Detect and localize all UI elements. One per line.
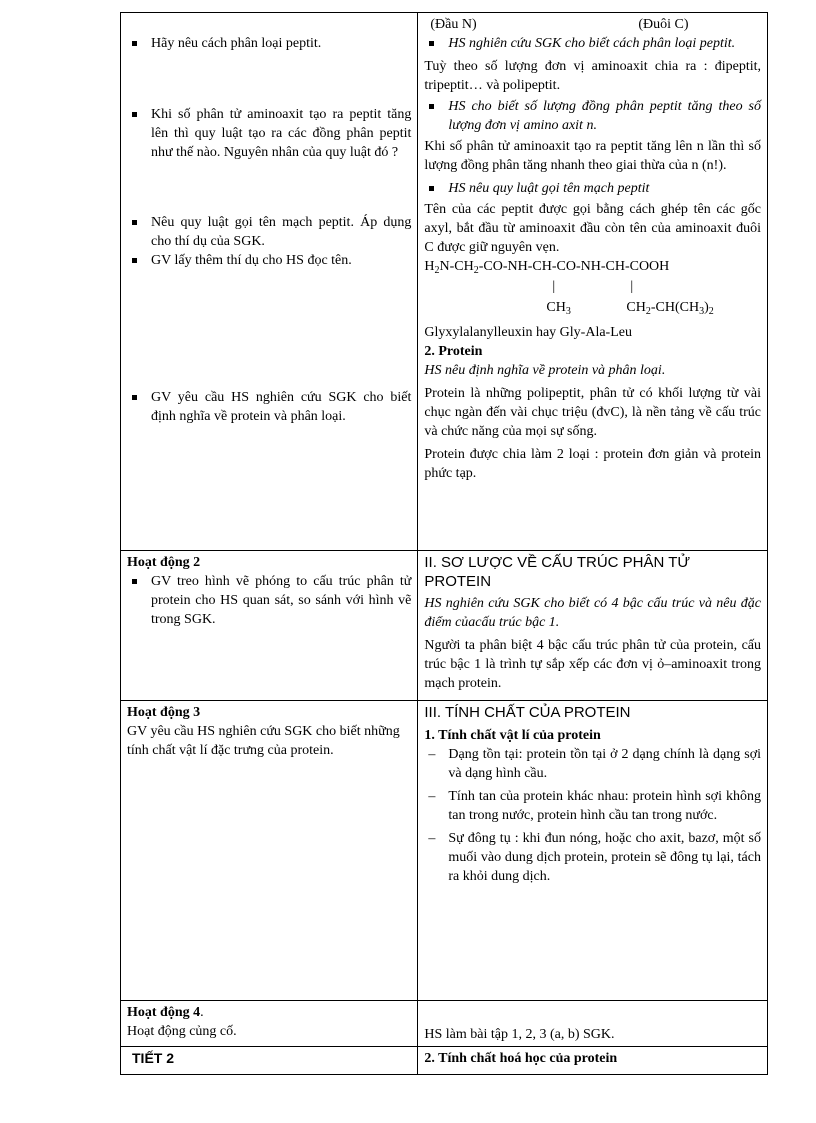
table-row — [121, 1001, 768, 1047]
left-cell — [121, 13, 418, 551]
table-row — [121, 551, 768, 701]
activity-4-text: Hoạt động củng cố. — [127, 1024, 237, 1039]
question-protein-definition: GV yêu cầu HS nghiên cứu SGK cho biết định nghĩa về protein và phân loại. — [127, 388, 411, 426]
answer-naming: Tên của các peptit được gọi bằng cách ghép tên các gốc axyl, bắt đầu từ aminoaxit đầu còn tên của aminoaxit đuôi C được giữ nguyên vẹn. — [424, 202, 761, 255]
formula-bond-2: | — [630, 279, 634, 294]
structure-task: HS nghiên cứu SGK cho biết có 4 bậc cấu trúc và nêu đặc điểm củacấu trúc bậc 1. — [424, 596, 761, 630]
left-cell — [121, 1047, 418, 1075]
list-item: – Dạng tồn tại: protein tồn tại ở 2 dạng chính là dạng sợi và dạng hình cầu. — [424, 745, 761, 783]
physical-properties-heading: 1. Tính chất vật lí của protein — [424, 728, 601, 743]
question-classify-peptide: Hãy nêu cách phân loại peptit. — [127, 34, 411, 53]
terminal-labels — [424, 15, 761, 34]
right-cell — [418, 13, 768, 551]
lesson-period-label: TIẾT 2 — [132, 1050, 175, 1066]
protein-task: HS nêu định nghĩa về protein và phân loại. — [424, 363, 666, 378]
right-cell — [418, 1047, 768, 1075]
formula-side-chain-2: $CH_2-CH(CH_3)_2$ — [626, 300, 714, 317]
answer-classify: Tuỳ theo số lượng đơn vị aminoaxit chia ra : đipeptit, tripeptit… và polipeptit. — [424, 59, 761, 93]
left-cell — [121, 1001, 418, 1047]
formula-bond-1: | — [552, 279, 556, 294]
protein-classification: Protein được chia làm 2 loại : protein đơn giản và protein phức tạp. — [424, 447, 761, 481]
list-item: – Sự đông tụ : khi đun nóng, hoặc cho axit, bazơ, một số muối vào dung dịch protein, protein sẽ đông tụ lại, tách ra khỏi dung dịch. — [424, 829, 761, 886]
homework-text: HS làm bài tập 1, 2, 3 (a, b) SGK. — [424, 1027, 615, 1042]
answer-isomer: Khi số phân tử aminoaxit tạo ra peptit tăng lên n lần thì số lượng đồng phân tăng nhanh theo giai thừa của n (n!). — [424, 139, 761, 173]
peptide-name: Glyxylalanylleuxin hay Gly-Ala-Leu — [424, 325, 632, 340]
formula-side-chain-1: $CH_3$ — [546, 300, 571, 317]
peptide-formula — [424, 257, 761, 317]
protein-heading: 2. Protein — [424, 344, 483, 359]
right-cell — [418, 551, 768, 701]
task-isomer: HS cho biết số lượng đồng phân peptit tăng theo số lượng đơn vị amino axit n. — [424, 97, 761, 135]
table-row — [121, 13, 768, 551]
question-naming-rule: Nêu quy luật gọi tên mạch peptit. Áp dụng cho thí dụ của SGK. — [127, 213, 411, 251]
right-cell — [418, 1001, 768, 1047]
lesson-table — [120, 12, 768, 1075]
lesson-page — [120, 12, 768, 1078]
task-classify: HS nghiên cứu SGK cho biết cách phân loại peptit. — [424, 34, 761, 53]
chemical-properties-heading: 2. Tính chất hoá học của protein — [424, 1051, 618, 1066]
left-cell — [121, 701, 418, 1001]
activity-2-text: GV treo hình vẽ phóng to cấu trúc phân tử protein cho HS quan sát, so sánh với hình vẽ trong SGK. — [127, 572, 411, 629]
protein-definition: Protein là những polipeptit, phân tử có khối lượng từ vài chục ngàn đến vài chục triệu (đvC), là nền tảng về cấu trúc và chức năng của mọi sự sống. — [424, 386, 761, 439]
left-cell — [121, 551, 418, 701]
c-terminal-label: (Đuôi C) — [638, 17, 689, 32]
structure-text: Người ta phân biệt 4 bậc cấu trúc phân tử của protein, cấu trúc bậc 1 là trình tự sắp xếp các đơn vị ỏ–aminoaxit trong mạch protein. — [424, 638, 761, 691]
table-row — [121, 1047, 768, 1075]
list-item: – Tính tan của protein khác nhau: protein hình sợi không tan trong nước, protein hình cầu tan trong nước. — [424, 787, 761, 825]
table-row — [121, 701, 768, 1001]
question-extra-example: GV lấy thêm thí dụ cho HS đọc tên. — [127, 251, 411, 270]
section-structure-heading: II. SƠ LƯỢC VỀ CẤU TRÚC PHÂN TỬ PROTEIN — [424, 554, 691, 590]
task-naming: HS nêu quy luật gọi tên mạch peptit — [424, 179, 761, 198]
section-properties-heading: III. TÍNH CHẤT CỦA PROTEIN — [424, 704, 631, 721]
activity-3-heading: Hoạt động 3 — [127, 705, 201, 720]
right-cell — [418, 701, 768, 1001]
activity-2-heading: Hoạt động 2 — [127, 555, 201, 570]
activity-4-heading: Hoạt động 4. — [127, 1005, 204, 1020]
n-terminal-label: (Đầu N) — [430, 17, 477, 32]
formula-main-chain: $H_2N-CH_2-CO-NH-CH-CO-NH-CH$-COOH — [424, 259, 670, 276]
activity-3-text: GV yêu cầu HS nghiên cứu SGK cho biết những tính chất vật lí đặc trưng của protein. — [127, 724, 400, 758]
question-isomer-rule: Khi số phân tử aminoaxit tạo ra peptit tăng lên thì quy luật tạo ra các đồng phân peptit như thế nào. Nguyên nhân của quy luật đó ? — [127, 105, 411, 162]
